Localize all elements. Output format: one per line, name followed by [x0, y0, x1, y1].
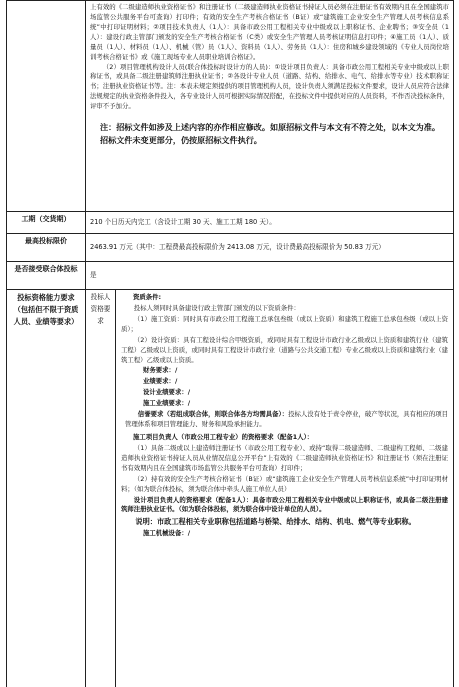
staff-paragraph-2: （2）项目管理机构设计人员(联合体投标时设计方的人员)：①设计项目负责人：具备市政公用工程相关专业中级或以上职称证书，或具备二级注册建筑师注册执业证书；②各设计专业人员（道路、结构、给排水、电气、给排水等专业）技术职称证书；注册执业资格证书等。注：本表未规定须提供的项目管理机构人员，设计负责人须满足投标文件要求，设计人员应符合法律法规规定的执业资格条件投入，各专业设计人员可根据实际情况搭配，在投标文件中提供对应的人员资料，不作否决投标条件，评审不予加分。 — [90, 62, 449, 111]
design-performance-requirement: 设计业绩要求：/ — [143, 388, 191, 397]
bidder-requirement-label: 投标人资格要求 — [86, 290, 116, 687]
finance-requirement: 财务要求：/ — [143, 366, 178, 375]
consortium-label: 是否接受联合体投标 — [7, 262, 86, 290]
pm-title: 施工项目负责人（市政公用工程专业）的资格要求（配备1人）： — [133, 432, 314, 441]
title-note: 说明：市政工程相关专业职称包括道路与桥梁、给排水、结构、机电、燃气等专业职称。 — [135, 517, 416, 527]
credit-label: 信誉要求（若组成联合体，则联合体各方均需具备）： — [137, 410, 289, 419]
equipment-requirement: 施工机械设备：/ — [143, 528, 191, 537]
qualification-label: 投标资格能力要求（包括但不限于资质人员、业绩等要求） — [7, 290, 86, 687]
price-label: 最高投标限价 — [7, 234, 86, 262]
price-value: 2463.91 万元（其中：工程费最高投标限价为 2413.08 万元，设计费最高投标限价为 50.83 万元） — [86, 234, 454, 262]
requirement-content — [116, 290, 454, 687]
price-row — [7, 234, 454, 262]
credit-requirement — [121, 410, 448, 430]
consortium-value: 是 — [86, 262, 454, 290]
construction-performance-requirement: 施工业绩要求：/ — [143, 399, 191, 408]
period-label: 工期（交货期） — [7, 212, 86, 234]
continued-label-cell — [7, 1, 86, 212]
qual-intro: 投标人须同时具备建设行政主管部门颁发的以下资质条件： — [133, 303, 300, 312]
continued-content-cell — [86, 1, 454, 212]
continued-row — [7, 1, 454, 212]
performance-requirement: 业绩要求：/ — [143, 377, 178, 386]
notice-text: 注：招标文件如涉及上述内容的亦作相应修改。如原招标文件与本文有不符之处，以本文为准。招标文件未变更部分，仍按原招标文件执行。 — [100, 122, 440, 146]
qual-title: 资质条件: — [133, 293, 162, 301]
design-pm-requirement: 设计项目负责人的资格要求（配备1人）：具备市政公用工程相关专业中级或以上职称证书，或具备二级注册建筑师注册执业证书。（如为联合体投标，须为联合体中设计单位的人员）。 — [121, 495, 448, 514]
period-value: 210 个日历天内完工（含设计工期 30 天、施工工期 180 天）。 — [86, 212, 454, 234]
tender-table — [6, 0, 454, 687]
staff-paragraph-1: 上有效的《二级建造师执业资格证书》和注册证书（二级建造师执业资格证书持证人员必须在注册证书有效期内且在全国建筑市场监管公共服务平台可查询）打印件；有效的安全生产考核合格证书（B证）或“建筑施工企业安全生产管理人员考核信息系统”中打印证明材料；②项目技术负责人（1人）：具备市政公用工程相关专业中级或以上职称证书、企业聘书；③安全员（1人）：建设行政主管部门颁发的安全生产考核合格证书（C类）或安全生产管理人员考核证明信息打印件；④施工员（1人）、质量员（1人）、材料员（1人）、机械（管）员（1人）、资料员（1人）、劳务员（1人）：住房和城乡建设领域的《专业人员岗位培训考核合格证书》或《施工现场专业人员职业培训合格证》。 — [90, 3, 449, 61]
period-row — [7, 212, 454, 234]
qual-construction: （1）施工资质：同时具有市政公用工程施工总承包叁级（或以上资质）和建筑工程施工总承包叁级（或以上资质）； — [121, 314, 448, 333]
qualification-row — [7, 290, 454, 687]
credit-text: 投标人没有处于责令停业，破产等状况，具有相应的项目管理体系和项目管理能力、财务和风险承担能力。 — [125, 410, 448, 429]
qual-design: （2）设计资质：具有工程设计综合甲级资质，或同时具有工程设计市政行业乙级或以上资质和建筑行业（建筑工程）乙级或以上资质，或同时具有工程设计市政行业（道路与公共交通工程）专业乙级或以上资质和建筑行业（建筑工程）乙级或以上资质。 — [121, 335, 448, 364]
pm-requirement-2: （2）持有效的安全生产考核合格证书（B证）或“建筑施工企业安全生产管理人员考核信息系统”中打印证明材料；（如为联合体投标，须为联合体中牵头人施工单位人员） — [121, 474, 448, 493]
consortium-row — [7, 262, 454, 290]
pm-requirement-1: （1）具备二级或以上建造师注册证书（市政公用工程专业）、或持“取得二级建造师、二级建构工程师、二级建造师执业资格证书持证人员从业情况信息公开平台”上有效的《二级建造师执业资格证书》和注册证书（须在注册证书有效期内且在全国建筑市场监管公共服务平台可查询）打印件； — [121, 443, 448, 472]
